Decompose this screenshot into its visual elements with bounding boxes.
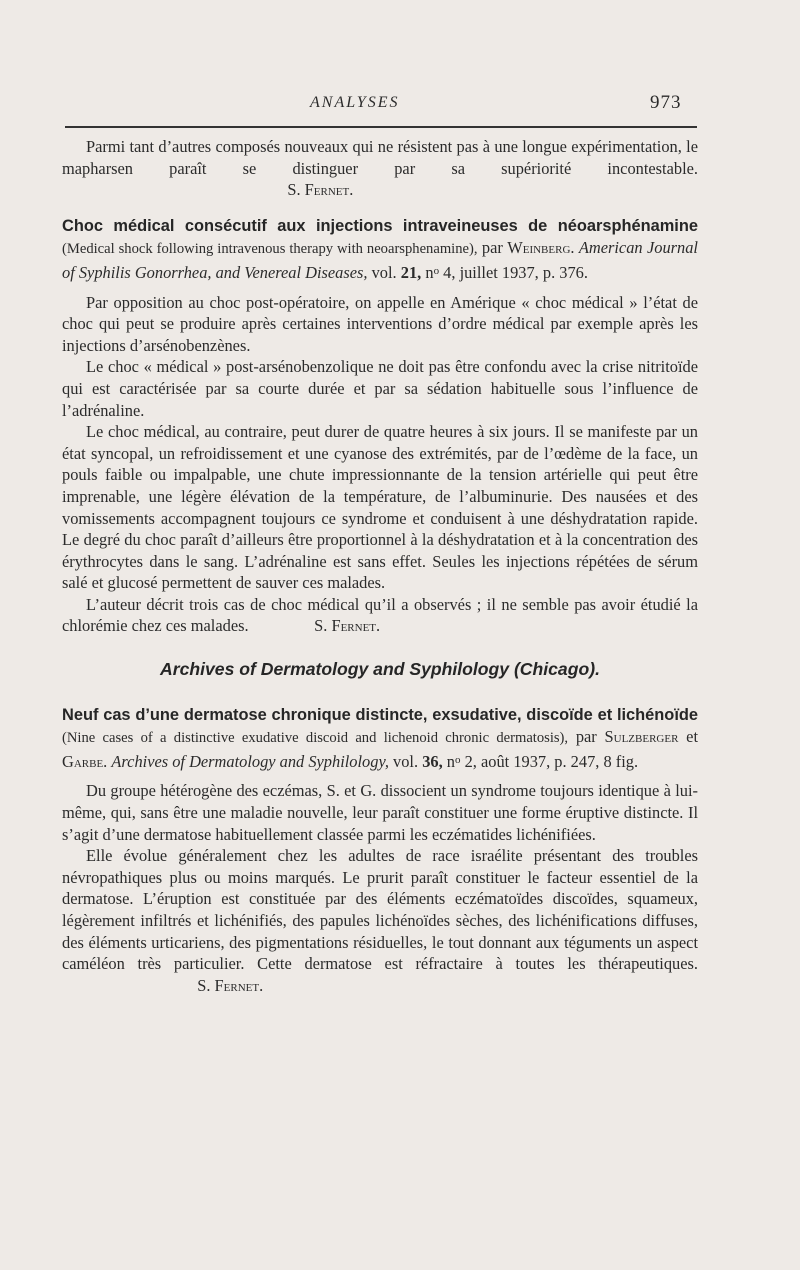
article1-header [62,215,698,284]
article2-last-paragraph [62,845,698,996]
article1-last-paragraph [62,594,698,637]
article2-signature: S. Fernet. [197,975,264,995]
article1-paragraph: L’auteur décrit trois cas de choc médical qu’il a observés ; il ne semble pas avoir étudié la chlorémie chez ces malades. [62,594,698,636]
article2-issue-sup: o [455,753,461,766]
article1-journal: American Journal of Syphilis Gonorrhea, and Venereal Diseases, [62,238,698,282]
page-number: 973 [650,92,682,113]
article1-vol-label: vol. [371,262,397,282]
article2-header [62,704,698,773]
article2-author2: Garbe. [62,751,108,771]
page-content [62,136,698,996]
article2-journal: Archives of Dermatology and Syphilology, [111,751,389,771]
article2-title-en: (Nine cases of a distinctive exudative discoid and lichenoid chronic dermatosis), [62,730,569,747]
header-rule [65,126,697,128]
intro-text: Parmi tant d’autres composés nouveaux qui ne résistent pas à une longue expérimentation, le mapharsen paraît se distinguer par sa supériorité incontestable. [62,137,698,178]
article1-author-prefix: par [481,238,503,258]
article1-issue-label: n [425,262,434,282]
article2-author-prefix: par [575,727,597,747]
article1-paragraph: Par opposition au choc post-opératoire, on appelle en Amérique « choc médical » l’état de choc qui peut se produire après certaines interventions d’ordre médical par exemple après les injections d’arsénobenzènes. [62,292,698,355]
article2-author-join: et [686,727,699,747]
article1-paragraph: Le choc médical, au contraire, peut durer de quatre heures à six jours. Il se manifeste par un état syncopal, un refroidissement et une cyanose des extrémités, par de l’œdème de la face, un pouls faible ou impalpable, une chute impressionnante de la tension artérielle qui peut être imprenable, une légère élévation de la température, de l’albuminurie. Des nausées et des vomissements accompagnent toujours ce syndrome et conduisent à une déshydratation rapide. Le degré du choc paraît d’ailleurs être proportionnel à la déshydratation et à la concentration des érythrocytes dans le sang. L’adrénaline est sans effet. Seules les injections répétées de sérum salé et glucosé permettent de sauver ces malades. [62,422,698,593]
article2-issue-label: n [446,751,455,771]
article2-issue-rest: 2, août 1937, p. 247, 8 fig. [464,751,639,771]
article2-author1: Sulzberger [604,727,679,747]
article1-issue-rest: 4, juillet 1937, p. 376. [443,262,588,282]
article2-paragraph: Elle évolue généralement chez les adultes de race israélite présentant des troubles névropathiques plus ou moins marqués. Le prurit paraît constituer le facteur essentiel de la dermatose. L’éruption est constituée par des éléments eczématoïdes discoïdes, squameux, légèrement infiltrés et lichénifiés, des papules lichénoïdes sèches, des lichénifications diffuses, des éléments urticariens, des pigmentations résiduelles, le tout donnant aux téguments un aspect caméléon très particulier. Cette dermatose est réfractaire à toutes les thérapeutiques. [62,846,698,974]
section-title: Archives of Dermatology and Syphilology (Chicago). [160,659,600,680]
article1-title-en: (Medical shock following intravenous therapy with neoarsphenamine), [62,241,478,258]
article1-vol: 21, [400,262,422,282]
article1-author: Weinberg. [507,238,575,258]
article2-paragraph: Du groupe hétérogène des eczémas, S. et G. dissocient un syndrome toujours identique à lui-même, qui, sans être une maladie nouvelle, leur paraît constituer une forme éruptive distincte. Il s’agit d’une dermatose habituellement classée parmi les eczématides lichénifiées. [62,781,698,844]
intro-paragraph [62,136,698,201]
article2-vol-label: vol. [393,751,419,771]
article1-paragraph: Le choc « médical » post-arsénobenzolique ne doit pas être confondu avec la crise nitritoïde qui est caractérisée par sa courte durée et par sa sédation habituelle sous l’influence de l’adrénaline. [62,357,698,420]
intro-signature: S. Fernet. [287,180,354,200]
article2-vol: 36, [422,751,443,771]
article1-title-fr: Choc médical consécutif aux injections intraveineuses de néoarsphénamine [62,216,698,235]
article2-title-fr: Neuf cas d’une dermatose chronique distincte, exsudative, discoïde et lichénoïde [62,705,698,724]
running-title: ANALYSES [310,94,400,111]
article1-issue-sup: o [433,264,440,277]
article1-signature: S. Fernet. [314,616,381,636]
